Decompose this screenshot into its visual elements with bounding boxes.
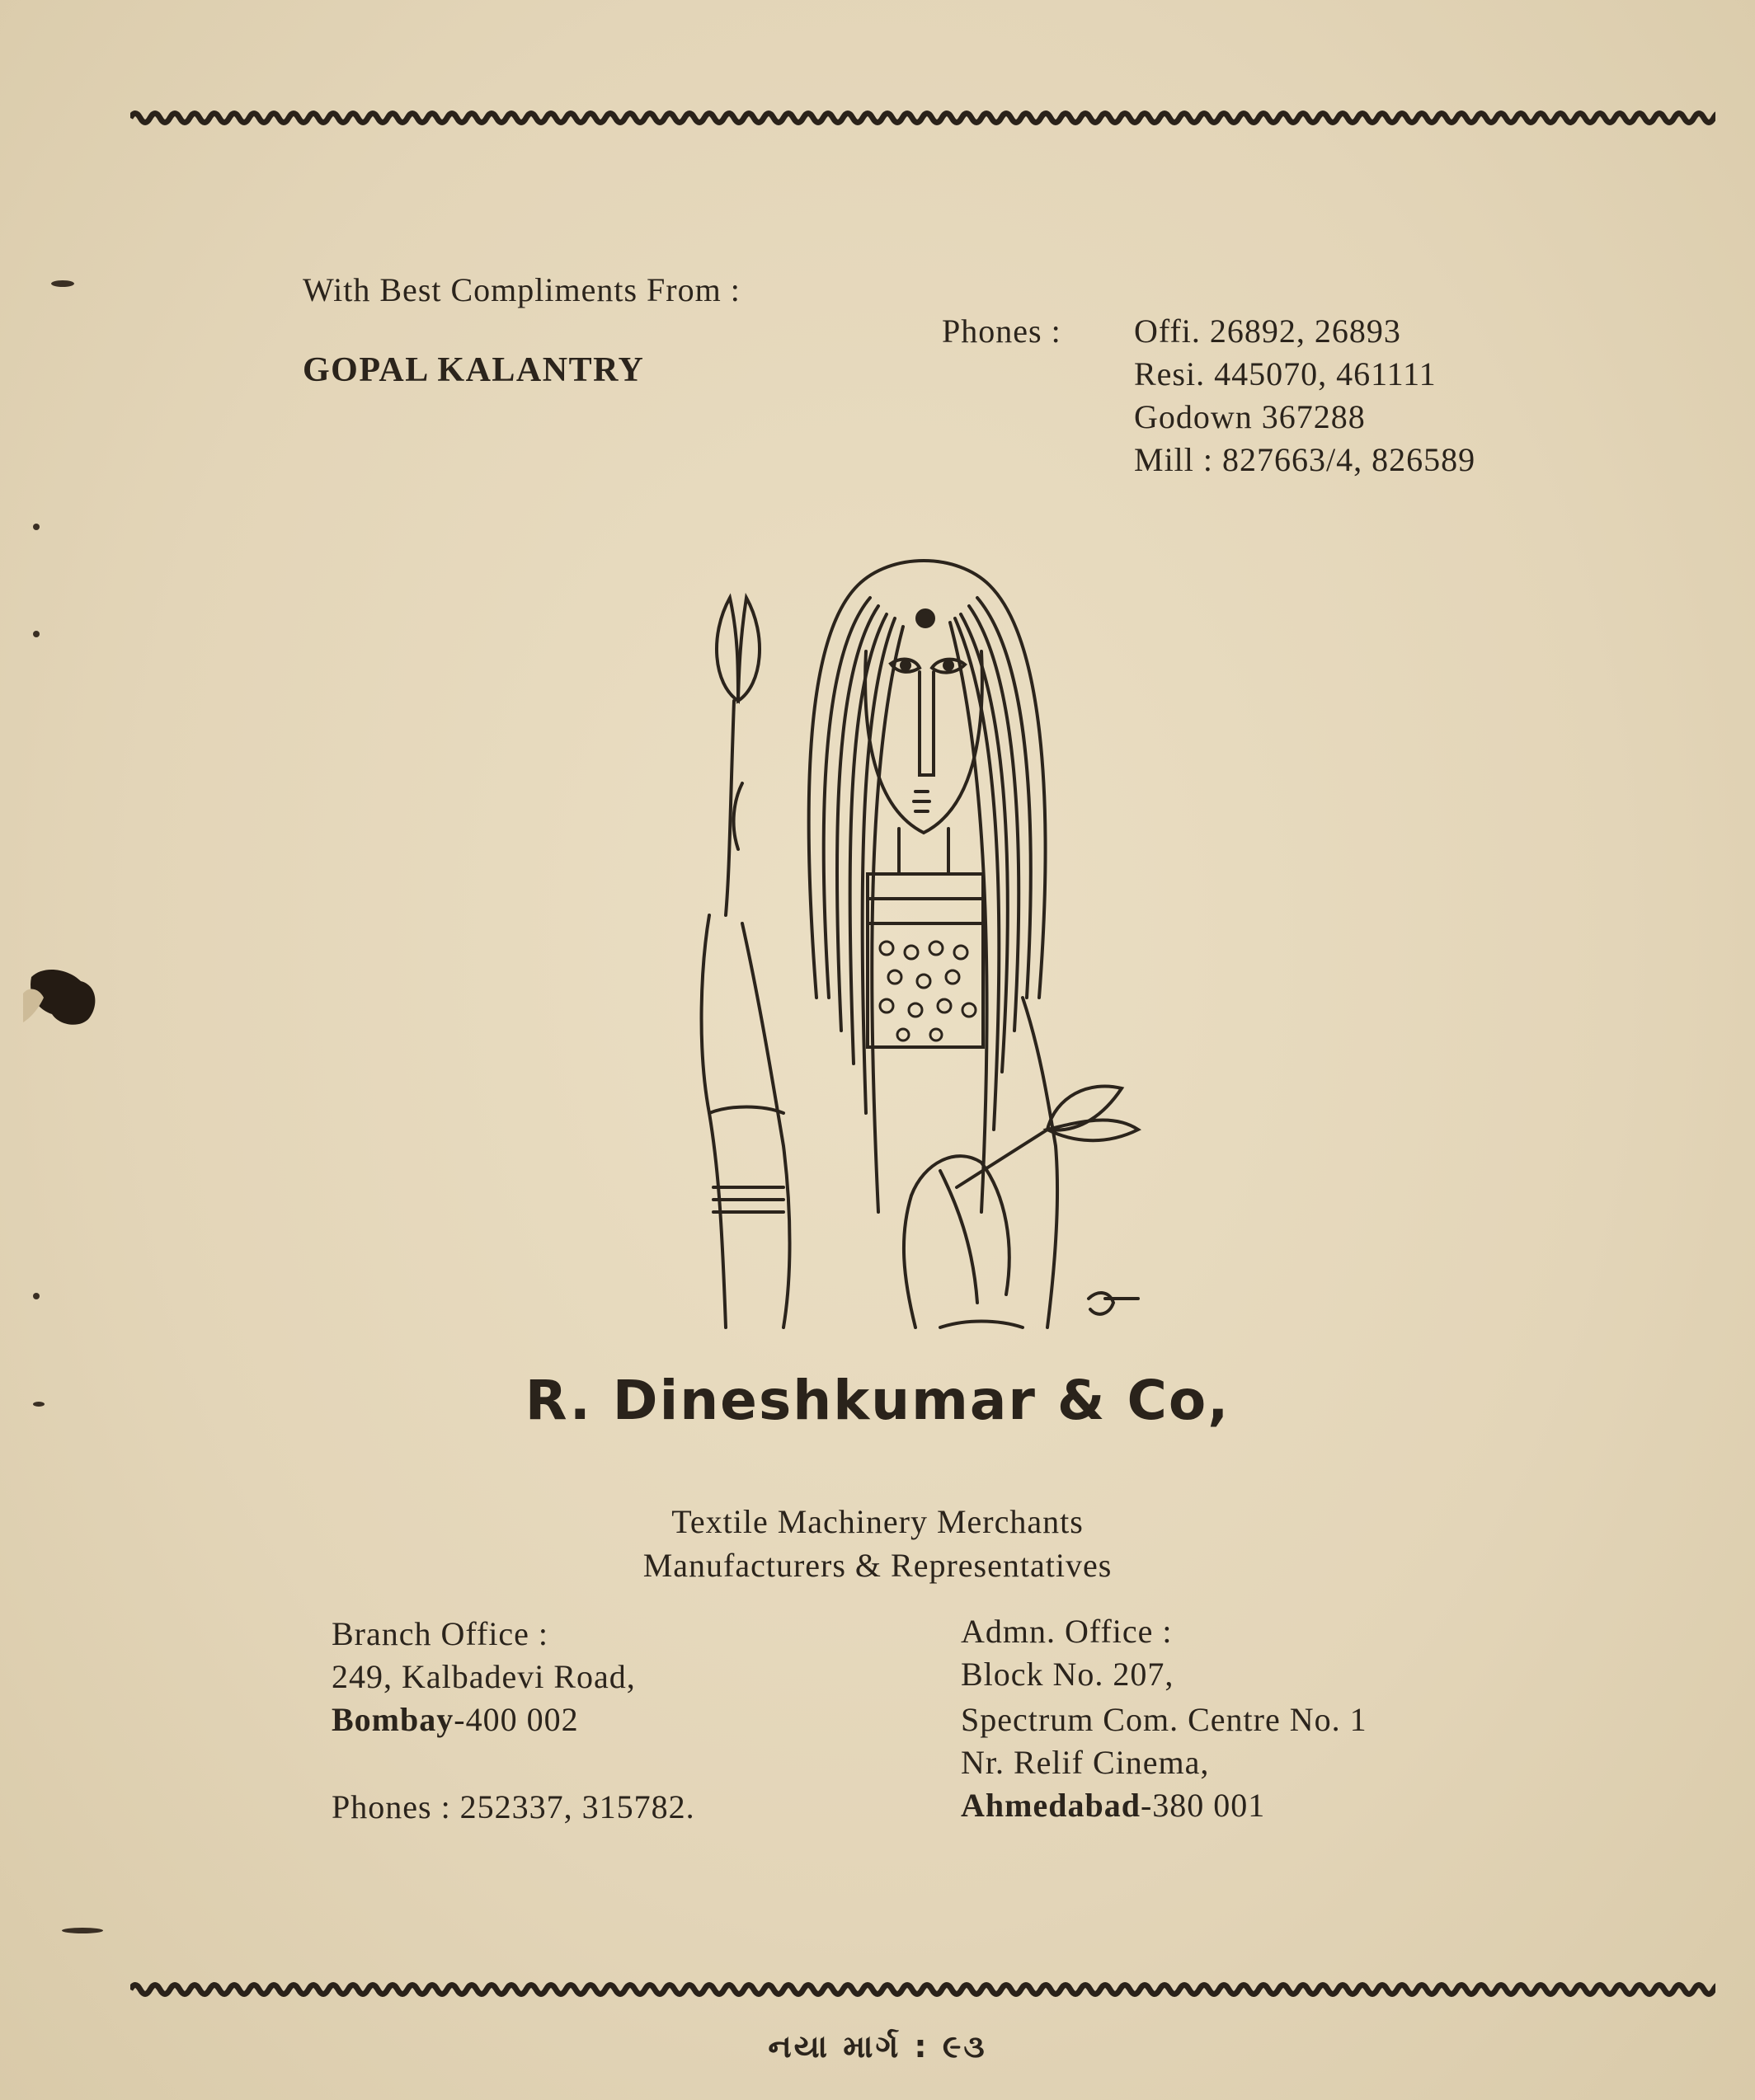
branch-city: Bombay [332, 1701, 454, 1738]
phone-godown: Godown 367288 [1134, 398, 1366, 435]
compliments-line: With Best Compliments From : [303, 271, 741, 308]
binder-hole-mark [62, 1928, 103, 1933]
top-wavy-border [130, 106, 1715, 130]
branch-phones: Phones : 252337, 315782. [332, 1788, 695, 1825]
admin-city-line [961, 1786, 1265, 1825]
phone-residence: Resi. 445070, 461111 [1134, 355, 1437, 392]
woman-with-lotus-illustration [693, 536, 1155, 1344]
donor-name: GOPAL KALANTRY [303, 351, 645, 389]
phone-office: Offi. 26892, 26893 [1134, 312, 1401, 350]
branch-pin: -400 002 [454, 1701, 579, 1738]
branch-city-line [332, 1700, 579, 1739]
binder-hole-mark [33, 631, 40, 637]
binder-hole-mark [33, 524, 40, 530]
admin-office-label: Admn. Office : [961, 1613, 1173, 1650]
admin-address-line-3: Nr. Relif Cinema, [961, 1744, 1210, 1781]
phones-label: Phones : [942, 312, 1061, 350]
bottom-wavy-border [130, 1977, 1715, 2002]
phone-mill: Mill : 827663/4, 826589 [1134, 441, 1476, 478]
company-tagline-2: Manufacturers & Representatives [642, 1547, 1113, 1584]
page-footer-label: નયા માર્ગ : ૯૩ [768, 2028, 987, 2065]
admin-address-line-1: Block No. 207, [961, 1656, 1174, 1693]
admin-address-line-2: Spectrum Com. Centre No. 1 [961, 1701, 1367, 1738]
admin-city: Ahmedabad [961, 1787, 1141, 1824]
company-tagline-1: Textile Machinery Merchants [671, 1503, 1084, 1540]
torn-hole [23, 961, 101, 1031]
company-name: R. Dineshkumar & Co, [525, 1369, 1230, 1432]
admin-pin: -380 001 [1140, 1787, 1266, 1824]
branch-address-line: 249, Kalbadevi Road, [332, 1658, 636, 1695]
binder-hole-mark [51, 280, 74, 287]
branch-office-label: Branch Office : [332, 1615, 549, 1652]
binder-hole-mark [33, 1293, 40, 1299]
